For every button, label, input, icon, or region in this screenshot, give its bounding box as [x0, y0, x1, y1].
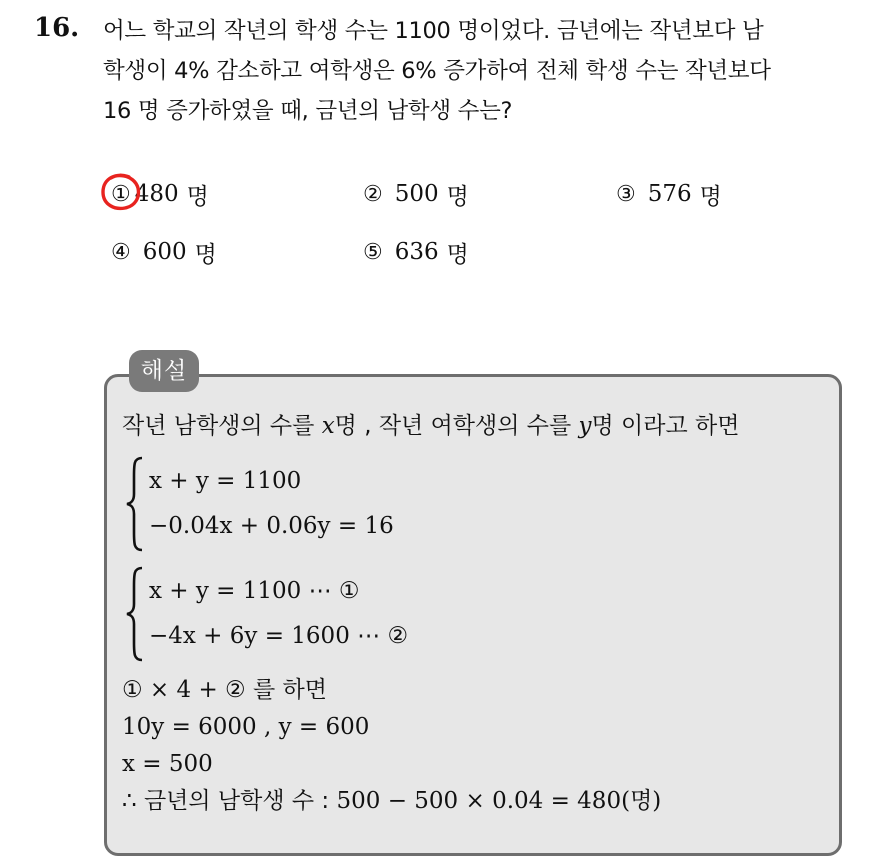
- solution-step-2: 10y = 6000 , y = 600: [122, 714, 370, 740]
- solution-step-1: [122, 675, 327, 705]
- selection-circle-mark: [99, 172, 143, 212]
- left-brace-icon: [124, 566, 146, 662]
- therefore-symbol: ∴: [122, 788, 144, 814]
- system2-eq2: −4x + 6y = 1600 ⋯ ②: [149, 623, 409, 649]
- solution-step-3: x = 500: [122, 751, 213, 777]
- choice-5-unit: 명: [446, 241, 469, 268]
- choice-5-value: 636: [394, 239, 439, 265]
- choice-5-mark: ⑤: [363, 239, 383, 265]
- choice-1-unit: 명: [186, 183, 209, 210]
- choice-3-mark: ③: [616, 181, 636, 207]
- choice-4-value: 600: [142, 239, 187, 265]
- solution-tag: 해설: [129, 350, 199, 392]
- intro-part-2: 명 , 작년 여학생의 수를: [334, 413, 579, 439]
- choice-1-value: 480: [134, 181, 179, 207]
- system1-eq2: −0.04x + 0.06y = 16: [149, 513, 394, 539]
- question-line-1: 어느 학교의 작년의 학생 수는 1100 명이었다. 금년에는 작년보다 남: [103, 18, 764, 44]
- conclusion-unit: 명: [630, 788, 653, 814]
- conclusion-text: 금년의 남학생 수 :: [143, 788, 337, 814]
- choice-2-value: 500: [394, 181, 439, 207]
- choice-3-unit: 명: [699, 183, 722, 210]
- system1-eq1: x + y = 1100: [149, 468, 302, 494]
- choice-4-mark: ④: [111, 239, 131, 265]
- intro-part-1: 작년 남학생의 수를: [122, 413, 322, 439]
- choice-3-value: 576: [647, 181, 692, 207]
- choice-2-mark: ②: [363, 181, 383, 207]
- question-line-3: 16 명 증가하였을 때, 금년의 남학생 수는?: [103, 98, 513, 124]
- solution-box: [104, 374, 842, 856]
- question-text: [103, 11, 873, 131]
- choice-2-unit: 명: [446, 183, 469, 210]
- choice-5[interactable]: [363, 235, 469, 269]
- conclusion-math: 500 − 500 × 0.04 = 480: [336, 788, 622, 814]
- step1-text: 를 하면: [245, 677, 327, 703]
- intro-var-x: x: [321, 413, 335, 439]
- system2-eq1: x + y = 1100 ⋯ ①: [149, 578, 360, 604]
- solution-conclusion: [122, 786, 661, 816]
- choice-2[interactable]: [363, 177, 469, 211]
- choice-4-unit: 명: [194, 241, 217, 268]
- step1-math: ① × 4 + ②: [122, 677, 246, 703]
- conclusion-paren-open: (: [621, 788, 631, 814]
- conclusion-paren-close: ): [652, 788, 662, 814]
- intro-part-3: 명 이라고 하면: [591, 413, 740, 439]
- question-number: 16.: [34, 13, 80, 43]
- choice-4[interactable]: [111, 235, 217, 269]
- solution-intro: [122, 411, 739, 441]
- left-brace-icon: [124, 456, 146, 552]
- question-line-2: 학생이 4% 감소하고 여학생은 6% 증가하여 전체 학생 수는 작년보다: [103, 58, 771, 84]
- intro-var-y: y: [578, 413, 592, 439]
- choice-3[interactable]: [616, 177, 722, 211]
- choice-1-mark: ①: [111, 181, 131, 207]
